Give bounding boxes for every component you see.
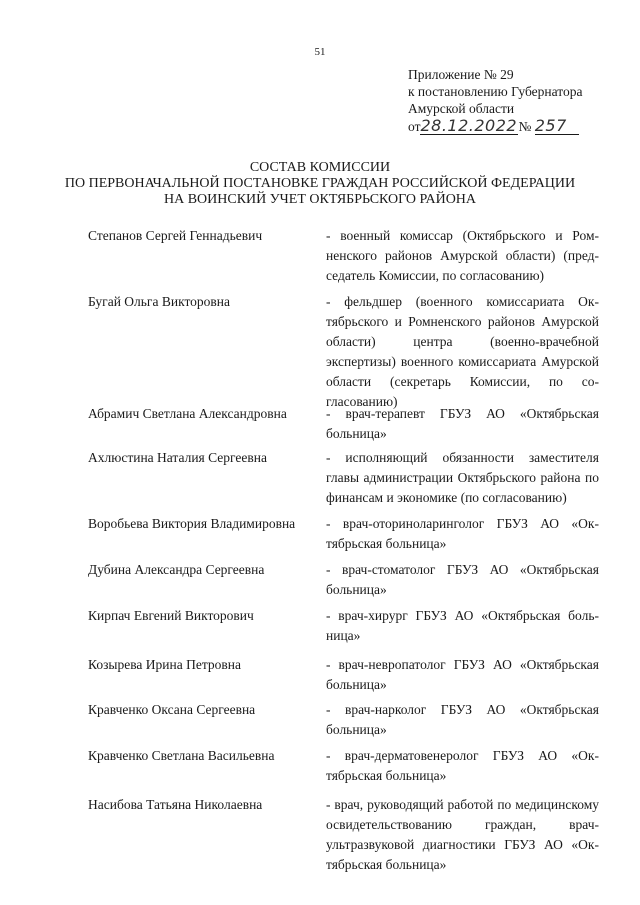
member-name: Кравченко Светлана Васильевна [88,748,275,763]
member-name: Степанов Сергей Геннадьевич [88,228,263,243]
member-name: Бугай Ольга Викторовна [88,294,231,309]
handwritten-date: 28.12.2022 [420,116,518,135]
title-line: СОСТАВ КОМИССИИ [249,160,391,175]
member-name: Воробьева Виктория Владимировна [88,516,296,531]
member-role: - врач-стоматолог ГБУЗ АО «Октябрьская больница» [326,562,599,597]
member-name: Дубина Александра Сергеевна [88,562,265,577]
member-role: - врач-нарколог ГБУЗ АО «Октябрьская больница» [326,702,599,737]
member-name: Насибова Татьяна Николаевна [88,797,263,812]
title-line: ПО ПЕРВОНАЧАЛЬНОЙ ПОСТАНОВКЕ ГРАЖДАН РОССИЙСКОЙ ФЕДЕРАЦИИ [64,176,576,191]
member-role: - военный комиссар (Октябрьского и Ромненского районов Амурской области) (председатель Комиссии, по согласованию) [326,228,599,283]
page-number: 51 [314,46,326,58]
member-role: - исполняющий обязанности заместителя главы администрации Октябрьского района по финансам и экономике (по согласованию) [326,450,599,505]
member-name: Козырева Ирина Петровна [88,657,242,672]
handwritten-number: 257 [535,117,579,135]
number-prefix: № [518,119,532,134]
title-line: НА ВОИНСКИЙ УЧЕТ ОКТЯБРЬСКОГО РАЙОНА [163,192,477,207]
member-role: - врач-терапевт ГБУЗ АО «Октябрьская больница» [326,406,599,441]
member-role: - фельдшер (военного комиссариата Октябрьского и Ромненского районов Амурской области) центра (военно-врачебной экспертизы) военного комиссариата Амурской области (секретарь Комиссии, по согласованию) [326,294,599,409]
member-role: - врач-невропатолог ГБУЗ АО «Октябрьская больница» [326,657,599,692]
member-role: - врач-хирург ГБУЗ АО «Октябрьская больница» [326,608,599,643]
date-prefix: от [408,119,421,134]
member-role: - врач-дерматовенеролог ГБУЗ АО «Октябрьская больница» [326,748,599,783]
member-role: - врач-оториноларинголог ГБУЗ АО «Октябрьская больница» [326,516,599,551]
member-name: Кравченко Оксана Сергеевна [88,702,256,717]
member-name: Ахлюстина Наталия Сергеевна [88,450,267,465]
appendix-line: к постановлению Губернатора [408,84,583,99]
member-role: - врач, руководящий работой по медицинскому освидетельствованию граждан, врач-ультразвуковой диагностики ГБУЗ АО «Октябрьская больница» [326,797,599,872]
appendix-line: Амурской области [408,101,515,116]
member-name: Кирпач Евгений Викторович [88,608,254,623]
member-name: Абрамич Светлана Александровна [88,406,287,421]
appendix-line: Приложение № 29 [408,67,514,82]
